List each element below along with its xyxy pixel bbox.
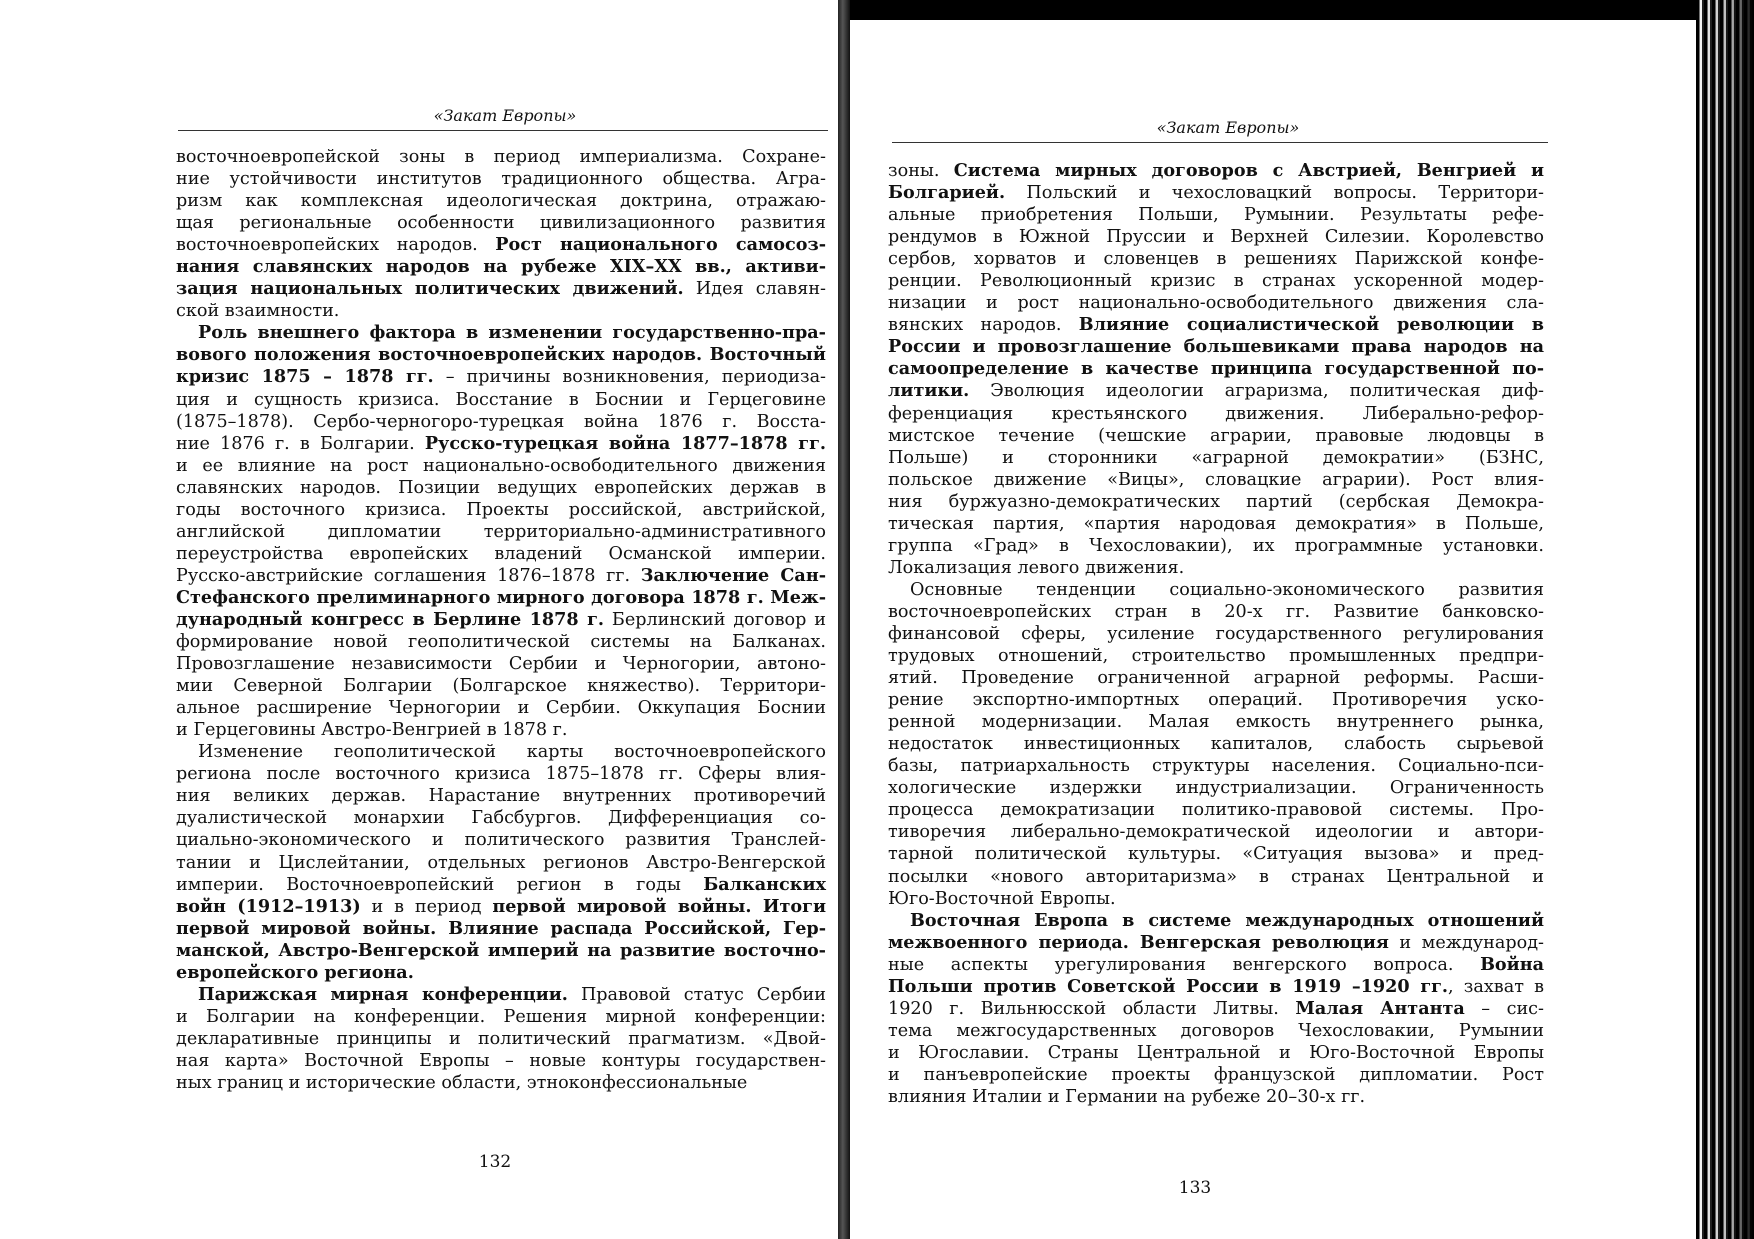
text-run: базы, патриархальность структуры населения. Социально-пси- [888,756,1544,777]
text-line [888,248,1544,270]
text-run: – сис- [1464,998,1544,1019]
text-line [888,336,1544,358]
running-head: «Закат Европы» [1156,118,1300,137]
bold-run: Стефанского прелиминарного мирного договора 1878 г. Меж- [176,586,826,608]
text-run: альные приобретения Польши, Румынии. Результаты рефе- [888,205,1544,226]
text-run: ция и сущность кризиса. Восстание в Боснии и Герцеговине [176,389,826,410]
text-run: и в период [360,896,493,917]
text-line [888,314,1544,336]
text-run: ризм как комплексная идеологическая доктрина, отражаю- [176,191,826,212]
bold-run: межвоенного периода. Венгерская революция [888,931,1389,953]
paragraph [888,160,1544,579]
text-line [176,940,826,962]
text-line [888,601,1544,623]
text-run: щая региональные особенности цивилизационного развития [176,213,826,234]
bold-run: Болгарией. [888,182,1006,204]
text-line [176,543,826,565]
text-run: региона после восточного кризиса 1875–1878 гг. Сферы влия- [176,764,826,785]
text-run: Локализация левого движения. [888,557,1185,578]
text-line [888,425,1544,447]
bold-run: Заключение Сан- [640,564,827,586]
text-run: тема межгосударственных договоров Чехословакии, Румынии [888,1020,1544,1041]
text-run: тическая партия, «партия народовая демократия» в Польше, [888,513,1544,534]
text-line [176,190,826,212]
text-run: Основные тенденции социально-экономического развития [910,579,1544,600]
text-line [888,623,1544,645]
right-page [850,20,1696,1239]
text-line [888,491,1544,513]
bold-run: первой мировой войны. Влияние распада Российской, Гер- [176,917,826,939]
text-line [888,711,1544,733]
bold-run: Рост национального самосоз- [495,234,826,256]
text-line [888,866,1544,888]
bold-run: вового положения восточноевропейских народов. Восточный [176,344,826,366]
text-run: тарной политической культуры. «Ситуация вызова» и пред- [888,844,1544,865]
text-run: и Герцеговины Австро-Венгрией в 1878 г. [176,720,568,741]
text-line [176,719,826,741]
text-run: дуалистической монархии Габсбургов. Дифференциация со- [176,808,826,829]
text-line [176,631,826,653]
text-run: мии Северной Болгарии (Болгарское княжество). Территори- [176,676,826,697]
text-line [176,300,826,322]
text-run: ской взаимности. [176,301,340,322]
text-run: тиворечия либерально-демократической идеологии и автори- [888,822,1544,843]
text-line [176,587,826,609]
text-run: польское движение «Вицы», словацкие аграрии). Рост влия- [888,469,1544,490]
bold-run: Восточная Европа в системе международных отношений [910,909,1544,931]
paragraph [176,741,826,984]
text-line [888,469,1544,491]
text-line [176,1072,826,1094]
text-run: циально-экономического и политического развития Транслей- [176,830,826,851]
bold-run: Малая Антанта [1295,997,1465,1019]
text-line [176,1028,826,1050]
bold-run: первой мировой войны. Итоги [492,895,826,917]
text-run: Правовой статус Сербии [567,984,826,1005]
text-run: ные аспекты урегулирования венгерского вопроса. [888,954,1481,975]
bold-run: дународный конгресс в Берлине 1878 г. [176,608,604,630]
text-run: ние 1876 г. в Болгарии. [176,433,425,454]
page-number: 133 [1178,1178,1212,1198]
text-run: ние устойчивости институтов традиционного общества. Агра- [176,169,826,190]
bold-run: Русско-турецкая война 1877–1878 гг. [424,432,826,454]
text-line [888,1020,1544,1042]
paragraph [888,910,1544,1108]
text-run: , захват в [1448,976,1544,997]
text-run: тании и Цислейтании, отдельных регионов Австро-Венгерской [176,852,826,873]
running-head: «Закат Европы» [433,106,577,125]
text-run: финансовой сферы, усиление государственного регулирования [888,623,1544,644]
text-line [176,1006,826,1028]
text-line [888,910,1544,932]
text-run: годы восточного кризиса. Проекты российской, австрийской, [176,499,826,520]
text-line [888,976,1544,998]
text-run: ния буржуазно-демократических партий (сербская Демокра- [888,491,1544,512]
text-line [888,535,1544,557]
paragraph [176,984,826,1094]
bold-run: Влияние социалистической революции в [1078,314,1544,336]
text-run: зоны. [888,161,954,181]
text-run: ных границ и исторические области, этноконфессиональные [176,1072,748,1093]
bold-run: манской, Австро-Венгерской империй на развитие восточно- [176,939,826,961]
text-run: Эволюция идеологии аграризма, политическая диф- [969,381,1544,402]
text-run: декларативные принципы и политический прагматизм. «Двой- [176,1028,826,1049]
bold-run: кризис 1875 – 1878 гг. [176,366,434,388]
text-line [176,521,826,543]
text-run: влияния Италии и Германии на рубеже 20–30-х гг. [888,1086,1366,1107]
paragraph [176,146,826,322]
text-run: альное расширение Черногории и Сербии. Оккупация Боснии [176,698,826,719]
text-line [888,160,1544,182]
text-line [176,455,826,477]
text-line [888,557,1544,579]
text-line [176,212,826,234]
bold-run: зация национальных политических движений. [176,278,684,300]
text-line [888,579,1544,601]
text-line [176,256,826,278]
text-line [888,667,1544,689]
text-line [176,344,826,366]
bold-run: войн (1912–1913) [176,895,361,917]
text-line [176,146,826,168]
text-run: славянских народов. Позиции ведущих европейских держав в [176,477,826,498]
text-line [888,799,1544,821]
text-run: восточноевропейских стран в 20-х гг. Развитие банковско- [888,601,1544,622]
text-run: ренной модернизации. Малая емкость внутреннего рынка, [888,712,1544,733]
text-line [176,411,826,433]
text-run: недостаток инвестиционных капиталов, слабость сырьевой [888,734,1544,755]
text-run: сербов, хорватов и словенцев в решениях Парижской конфе- [888,249,1544,270]
text-line [176,366,826,388]
bold-run: европейского региона. [176,961,414,983]
text-line [176,763,826,785]
text-run: Провозглашение независимости Сербии и Черногории, автоно- [176,654,826,675]
bold-run: литики. [888,380,970,402]
text-run: ния великих держав. Нарастание внутренних противоречий [176,786,826,807]
text-line [176,565,826,587]
text-line [176,896,826,918]
text-line [176,962,826,984]
text-line [888,226,1544,248]
text-run: ятий. Проведение ограниченной аграрной реформы. Расши- [888,668,1544,689]
text-line [176,675,826,697]
text-run: Идея славян- [683,279,826,300]
text-line [888,270,1544,292]
text-line [888,954,1544,976]
text-run: Изменение геополитической карты восточноевропейского [198,742,826,763]
text-line [888,755,1544,777]
text-run: Польше) и сторонники «аграрной демократии» (БЗНС, [888,447,1544,468]
text-line [888,292,1544,314]
body-text [176,146,826,1094]
bold-run: Парижская мирная конференции. [198,983,568,1005]
bold-run: Роль внешнего фактора в изменении государственно-пра- [198,322,826,344]
body-text [888,160,1544,1108]
text-line [888,777,1544,799]
bold-run: нания славянских народов на рубеже XIX–XX вв., активи- [176,256,826,278]
bold-run: Польши против Советской России в 1919 –1920 гг. [888,975,1449,997]
text-run: (1875–1878). Сербо-черногоро-турецкая война 1876 г. Восста- [176,411,826,432]
text-run: – причины возникновения, периодиза- [433,367,826,388]
text-line [888,932,1544,954]
text-run: трудовых отношений, строительство промышленных предпри- [888,646,1544,667]
text-run: 1920 г. Вильнюсской области Литвы. [888,998,1296,1019]
text-run: низации и рост национально-освободительного движения сла- [888,293,1544,314]
text-line [176,322,826,344]
text-line [176,278,826,300]
text-line [176,168,826,190]
bold-run: России и провозглашение большевиками права народов на [888,336,1544,358]
bold-run: Война [1480,953,1544,975]
text-line [176,852,826,874]
text-run: мистское течение (чешские аграрии, правовые людовцы в [888,425,1544,446]
text-line [888,204,1544,226]
text-line [888,888,1544,910]
text-line [176,807,826,829]
text-line [888,843,1544,865]
text-line [176,785,826,807]
text-run: переустройства европейских владений Османской империи. [176,543,826,564]
text-line [176,984,826,1006]
text-run: восточноевропейской зоны в период империализма. Сохране- [176,147,826,167]
text-run: и Болгарии на конференции. Решения мирной конференции: [176,1006,826,1027]
text-line [888,1086,1544,1108]
text-line [176,1050,826,1072]
bold-run: Система мирных договоров с Австрией, Венгрией и [953,160,1544,181]
text-line [176,741,826,763]
text-line [888,380,1544,402]
text-line [888,645,1544,667]
bold-run: Балканских [703,873,826,895]
text-line [888,821,1544,843]
text-run: восточноевропейских народов. [176,235,496,256]
text-line [176,829,826,851]
page-edges [1696,0,1754,1239]
text-run: Русско-австрийские соглашения 1876–1878 гг. [176,565,641,586]
bold-run: самоопределение в качестве принципа государственной по- [888,358,1544,380]
text-run: Берлинский договор и [603,609,826,630]
text-line [888,182,1544,204]
text-line [888,998,1544,1020]
text-run: и международ- [1388,932,1544,953]
text-run: посылки «нового авторитаризма» в странах Центральной и [888,866,1544,887]
text-line [888,358,1544,380]
text-run: ренции. Революционный кризис в странах ускоренной модер- [888,271,1544,292]
text-line [176,477,826,499]
text-run: Юго-Восточной Европы. [888,888,1116,909]
text-run: английской дипломатии территориально-административного [176,521,826,542]
text-line [176,234,826,256]
text-line [176,389,826,411]
text-line [888,689,1544,711]
text-line [176,499,826,521]
text-line [176,653,826,675]
left-page [0,0,838,1239]
text-run: и ее влияние на рост национально-освободительного движения [176,455,826,476]
text-run: Польский и чехословацкий вопросы. Территори- [1005,183,1544,204]
book-spine [838,0,850,1239]
paragraph [176,322,826,741]
text-line [888,403,1544,425]
text-run: группа «Град» в Чехословакии), их программные установки. [888,535,1544,556]
text-line [888,513,1544,535]
text-line [888,1042,1544,1064]
text-run: вянских народов. [888,315,1079,336]
text-run: формирование новой геополитической системы на Балканах. [176,632,826,653]
text-run: рендумов в Южной Пруссии и Верхней Силезии. Королевство [888,227,1544,248]
page-number: 132 [478,1152,512,1172]
text-run: процесса демократизации политико-правовой системы. Про- [888,800,1544,821]
text-line [888,1064,1544,1086]
text-line [888,447,1544,469]
text-line [176,697,826,719]
text-line [888,733,1544,755]
header-rule [178,130,828,131]
text-line [176,609,826,631]
text-run: рение экспортно-импортных операций. Противоречия уско- [888,690,1544,711]
text-line [176,433,826,455]
header-rule [892,142,1548,143]
text-run: хологические издержки индустриализации. Ограниченность [888,778,1544,799]
text-run: и панъевропейские проекты французской дипломатии. Рост [888,1064,1544,1085]
text-line [176,874,826,896]
text-line [176,918,826,940]
paragraph [888,579,1544,910]
text-run: ференциация крестьянского движения. Либерально-рефор- [888,403,1544,424]
text-run: и Югославии. Страны Центральной и Юго-Восточной Европы [888,1042,1544,1063]
text-run: ная карта» Восточной Европы – новые контуры государствен- [176,1050,826,1071]
text-run: империи. Восточноевропейский регион в годы [176,874,704,895]
